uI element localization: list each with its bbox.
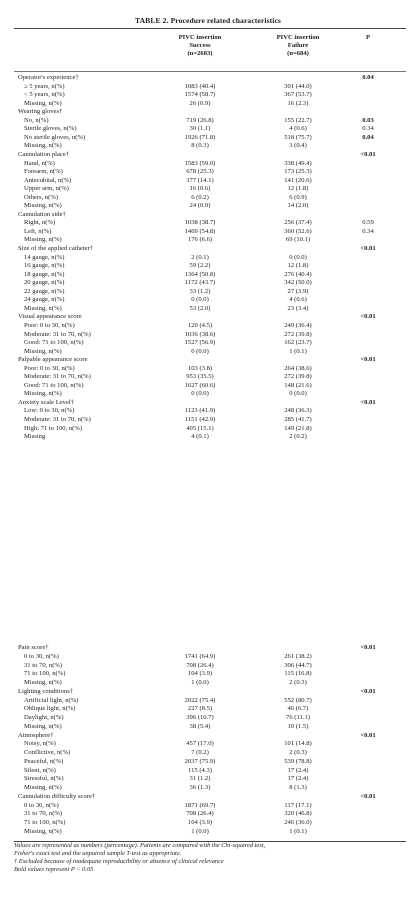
table-row [14, 758, 406, 767]
success-value: 33 (1.2) [189, 287, 211, 295]
row-label: Pain score† [18, 644, 49, 651]
row-label: Visual appearance score [18, 313, 82, 321]
failure-value: 12 (1.8) [287, 185, 309, 193]
footnote-3: † Excluded because of inadequate reproducibility or absence of clinical relevance [14, 858, 224, 865]
row-label: Daylight, n(%) [24, 714, 64, 721]
success-value: 53 (2.0) [189, 304, 211, 312]
row-label: Moderate: 31 to 70, n(%) [24, 373, 91, 381]
row-label: Missing, n(%) [24, 390, 62, 398]
table-row [14, 134, 406, 143]
table-row [14, 688, 406, 697]
p-value: <0.01 [360, 150, 376, 158]
table-row [14, 83, 406, 92]
table-row [14, 228, 406, 237]
p-value: <0.01 [360, 356, 376, 364]
table-row [14, 740, 406, 749]
failure-value: 342 (50.0) [284, 279, 312, 287]
success-value: 0 (0.0) [191, 347, 209, 355]
failure-value: 552 (80.7) [284, 696, 312, 704]
success-value: 16 (0.6) [189, 185, 211, 193]
failure-value: 306 (44.7) [284, 661, 312, 669]
table-row [14, 100, 406, 109]
row-label: Anxiety scale Level† [18, 398, 75, 406]
row-label: Wearing gloves† [18, 108, 63, 116]
table-row [14, 670, 406, 679]
failure-value: 264 (38.6) [284, 364, 312, 372]
failure-value: 69 (10.1) [285, 236, 311, 244]
p-value: <0.01 [360, 792, 376, 800]
table-row [14, 168, 406, 177]
p-value: <0.01 [360, 731, 376, 739]
table-row [14, 339, 406, 348]
success-value: 6 (0.2) [191, 193, 209, 201]
row-label: 20 gauge, n(%) [24, 279, 65, 287]
p-value: 0.04 [362, 74, 374, 81]
table-row [14, 74, 406, 83]
failure-value: 338 (49.4) [284, 159, 312, 167]
success-value: 1 (0.0) [191, 827, 209, 835]
row-label: Missing, n(%) [24, 347, 62, 355]
header-failure-line3: (n=684) [287, 50, 309, 57]
row-label: Palpable appearance score [18, 356, 88, 364]
p-value: 0.34 [362, 227, 374, 235]
row-label: Artificial light, n(%) [24, 696, 79, 704]
row-label: Conflictive, n(%) [24, 749, 71, 756]
success-value: 405 (15.1) [186, 424, 214, 432]
row-label: Moderate: 31 to 70, n(%) [24, 416, 91, 423]
success-value: 36 (1.3) [189, 784, 211, 791]
success-value: 1741 (64.9) [184, 652, 216, 660]
table-row [14, 348, 406, 357]
failure-value: 23 (3.4) [287, 304, 309, 312]
table-row [14, 245, 406, 254]
table-row [14, 331, 406, 340]
row-label: Missing, n(%) [24, 99, 62, 107]
row-label: Good: 71 to 100, n(%) [24, 339, 84, 347]
table-row [14, 802, 406, 811]
table-row [14, 356, 406, 365]
table-row [14, 723, 406, 732]
failure-value: 276 (40.4) [284, 270, 312, 278]
p-value: 0.34 [362, 125, 374, 133]
failure-value: 272 (39.8) [284, 373, 312, 381]
success-value: 1574 (58.7) [184, 91, 216, 99]
success-value: 1036 (38.6) [184, 330, 216, 338]
failure-value: 155 (22.7) [284, 116, 312, 124]
failure-value: 162 (23.7) [284, 339, 312, 347]
row-label: 18 gauge, n(%) [24, 270, 65, 278]
failure-value: 246 (36.0) [284, 819, 312, 826]
header-p: P [365, 34, 371, 41]
table-row [14, 194, 406, 203]
failure-value: 17 (2.4) [287, 775, 309, 783]
failure-value: 8 (1.3) [289, 784, 307, 791]
row-label: Missing, n(%) [24, 827, 62, 835]
p-value: <0.01 [360, 245, 376, 252]
table-row [14, 810, 406, 819]
header-success-line2: Success [189, 42, 211, 49]
row-label: 22 gauge, n(%) [24, 287, 65, 295]
success-value: 1469 (54.8) [184, 227, 216, 235]
row-label: Sterile gloves, n(%) [24, 125, 77, 133]
table-row [14, 382, 406, 391]
success-value: 4 (0.1) [191, 433, 209, 441]
row-label: 24 gauge, n(%) [24, 296, 65, 304]
table-row [14, 644, 406, 653]
table-row [14, 202, 406, 211]
success-value: 31 (1.2) [189, 775, 211, 783]
table-row [14, 279, 406, 288]
table-row [14, 91, 406, 100]
top-rule [14, 28, 406, 29]
table-row [14, 177, 406, 186]
row-label: 14 gauge, n(%) [24, 253, 65, 261]
failure-value: 148 (21.6) [284, 381, 312, 389]
success-value: 120 (4.5) [187, 321, 213, 329]
failure-value: 2 (0.2) [289, 433, 307, 441]
row-label: Missing, n(%) [24, 236, 62, 244]
failure-value: 272 (39.8) [284, 330, 312, 338]
success-value: 1583 (59.0) [184, 159, 216, 167]
failure-value: 301 (44.0) [284, 82, 312, 90]
failure-value: 117 (17.1) [284, 801, 312, 809]
table-row [14, 828, 406, 837]
p-value: <0.01 [360, 644, 376, 651]
success-value: 377 (14.1) [186, 176, 214, 184]
failure-value: 12 (1.8) [287, 262, 309, 270]
row-label: < 5 years, n(%) [24, 91, 65, 99]
row-label: 31 to 70, n(%) [24, 661, 63, 669]
failure-value: 367 (53.7) [284, 91, 312, 99]
footnote-4: Bold values represent P < 0.05 [14, 866, 94, 873]
footnote-1: Values are represented as numbers (percentage). Patients are compared with the Chi-squared test, [14, 842, 266, 849]
failure-value: 4 (0.6) [289, 125, 307, 133]
success-value: 0 (0.0) [191, 296, 209, 304]
row-label: Cannulation difficulty score† [18, 792, 96, 800]
failure-value: 27 (3.9) [287, 287, 309, 295]
failure-value: 285 (41.7) [284, 416, 312, 423]
table-row [14, 407, 406, 416]
table-row [14, 117, 406, 126]
success-value: 104 (3.9) [187, 670, 213, 678]
header-success [170, 34, 230, 58]
success-value: 227 (8.5) [187, 705, 213, 713]
success-value: 2037 (75.9) [184, 757, 216, 765]
failure-value: 256 (37.4) [284, 219, 312, 227]
row-label: Silent, n(%) [24, 766, 56, 774]
header-rule [14, 71, 406, 72]
row-label: Others, n(%) [24, 193, 59, 201]
table-title: TABLE 2. Procedure related characteristics [135, 16, 281, 25]
success-value: 708 (26.4) [186, 661, 214, 669]
p-value: 0.04 [362, 133, 374, 141]
header-failure [268, 34, 328, 58]
table-row [14, 767, 406, 776]
success-value: 1527 (56.9) [184, 339, 216, 347]
success-value: 1123 (41.9) [184, 407, 216, 415]
p-value: 0.03 [362, 116, 374, 124]
failure-value: 101 (14.8) [284, 740, 312, 748]
failure-value: 320 (46.8) [284, 810, 312, 818]
table-row [14, 185, 406, 194]
row-label: Stressful, n(%) [24, 775, 64, 783]
success-value: 457 (17.0) [186, 740, 214, 748]
failure-value: 0 (0.0) [289, 390, 307, 398]
success-value: 30 (1.1) [189, 125, 211, 133]
success-value: 1 (0.0) [191, 679, 209, 686]
success-value: 104 (3.9) [187, 819, 213, 826]
table-row [14, 373, 406, 382]
failure-value: 248 (36.3) [284, 407, 312, 415]
table-row [14, 236, 406, 245]
row-label: Missing, n(%) [24, 784, 62, 791]
failure-value: 360 (52.6) [284, 227, 312, 235]
failure-value: 4 (0.6) [289, 296, 307, 304]
row-label: Missing, n(%) [24, 142, 62, 150]
row-label: Forearm, n(%) [24, 168, 63, 176]
header-success-line3: (n=2683) [187, 50, 213, 57]
failure-value: 76 (11.1) [286, 714, 310, 721]
success-value: 719 (26.8) [186, 116, 214, 124]
success-value: 1172 (43.7) [184, 279, 216, 287]
row-label: Upper arm, n(%) [24, 185, 69, 193]
table-row [14, 313, 406, 322]
table-row [14, 425, 406, 434]
failure-value: 261 (38.2) [284, 652, 312, 660]
success-value: 24 (0.9) [189, 202, 211, 210]
table-row [14, 775, 406, 784]
table-row [14, 305, 406, 314]
table-row [14, 784, 406, 793]
table-row [14, 714, 406, 723]
table-row [14, 679, 406, 688]
table-row [14, 819, 406, 828]
p-value: <0.01 [360, 398, 376, 406]
success-value: 396 (10.7) [186, 714, 214, 721]
failure-value: 539 (78.8) [284, 757, 312, 765]
table-row [14, 749, 406, 758]
failure-value: 2 (0.3) [289, 679, 307, 686]
failure-value: 173 (25.3) [284, 168, 312, 176]
success-value: 115 (4.3) [188, 766, 212, 774]
failure-value: 0 (0.0) [289, 253, 307, 261]
failure-value: 16 (2.3) [287, 99, 309, 107]
row-label: Missing, n(%) [24, 679, 62, 686]
row-label: Oblique light, n(%) [24, 705, 76, 713]
success-value: 176 (6.6) [187, 236, 213, 244]
table-row [14, 322, 406, 331]
success-value: 1083 (40.4) [184, 82, 216, 90]
table-row [14, 732, 406, 741]
row-label: 16 gauge, n(%) [24, 262, 65, 270]
success-value: 2022 (75.4) [184, 696, 216, 704]
success-value: 1871 (69.7) [184, 801, 216, 809]
table-row [14, 399, 406, 408]
p-value: <0.01 [360, 313, 376, 321]
success-value: 38 (5.4) [189, 722, 211, 730]
row-label: No, n(%) [24, 116, 49, 124]
row-label: Atmosphere† [18, 731, 54, 739]
row-label: Moderate: 31 to 70, n(%) [24, 330, 91, 338]
table-row [14, 288, 406, 297]
row-label: Poor: 0 to 30, n(%) [24, 364, 75, 372]
success-value: 26 (0.9) [189, 99, 211, 107]
table-row [14, 697, 406, 706]
row-label: Low: 0 to 30, n(%) [24, 407, 75, 415]
failure-value: 518 (75.7) [284, 133, 312, 141]
table-row [14, 262, 406, 271]
row-label: Missing, n(%) [24, 202, 62, 210]
row-label: Size of the applied catheter† [18, 245, 94, 252]
table-row [14, 365, 406, 374]
row-label: 71 to 100, n(%) [24, 819, 66, 826]
failure-value: 10 (1.5) [287, 722, 309, 730]
table-row [14, 662, 406, 671]
success-value: 7 (0.2) [191, 749, 209, 756]
row-label: 71 to 100, n(%) [24, 670, 66, 678]
row-label: 0 to 30, n(%) [24, 652, 59, 660]
table-row [14, 254, 406, 263]
failure-value: 141 (20.6) [284, 176, 312, 184]
table-row [14, 219, 406, 228]
failure-value: 115 (16.8) [284, 670, 312, 678]
row-label: Peaceful, n(%) [24, 757, 64, 765]
header-failure-line2: Failure [287, 42, 309, 49]
success-value: 2 (0.1) [191, 253, 209, 261]
row-label: Cannulation side† [18, 210, 66, 218]
failure-value: 14 (2.0) [287, 202, 309, 210]
row-label: Left, n(%) [24, 227, 52, 235]
table-row [14, 653, 406, 662]
failure-value: 3 (0.4) [289, 142, 307, 150]
success-value: 953 (35.5) [186, 373, 214, 381]
row-label: Lighting conditions† [18, 687, 74, 695]
success-value: 678 (25.3) [186, 168, 214, 176]
success-value: 1364 (50.8) [184, 270, 216, 278]
failure-value: 17 (2.4) [287, 766, 309, 774]
p-value: 0.59 [362, 219, 374, 227]
success-value: 0 (0.0) [191, 390, 209, 398]
failure-value: 2 (0.3) [289, 749, 307, 756]
success-value: 1038 (38.7) [184, 219, 216, 227]
row-label: 31 to 70, n(%) [24, 810, 63, 818]
success-value: 1151 (42.9) [184, 416, 216, 423]
row-label: Poor: 0 to 30, n(%) [24, 321, 75, 329]
row-label: Good: 71 to 100, n(%) [24, 381, 84, 389]
footnote-2: Fisher's exact test and the unpaired sample T-test as appropriate. [14, 850, 182, 857]
table-row [14, 296, 406, 305]
row-label: High: 71 to 100, n(%) [24, 424, 83, 432]
header-failure-line1: PIVC insertion [276, 34, 320, 41]
table-row [14, 151, 406, 160]
row-label: Right, n(%) [24, 219, 56, 227]
failure-value: 1 (0.1) [289, 347, 307, 355]
table-row [14, 211, 406, 220]
success-value: 59 (2.2) [189, 262, 211, 270]
success-value: 1926 (71.8) [184, 133, 216, 141]
row-label: Missing [24, 433, 46, 441]
table-row [14, 433, 406, 442]
table-row [14, 416, 406, 425]
success-value: 1627 (60.6) [184, 381, 216, 389]
table-row [14, 160, 406, 169]
row-label: Operator's experience† [18, 74, 79, 81]
failure-value: 249 (36.4) [284, 321, 312, 329]
failure-value: 149 (21.8) [284, 424, 312, 432]
failure-value: 1 (0.1) [289, 827, 307, 835]
header-success-line1: PIVC insertion [178, 34, 222, 41]
row-label: Missing, n(%) [24, 722, 62, 730]
row-label: ≥ 5 years, n(%) [24, 82, 65, 90]
row-label: No sterile gloves, n(%) [24, 133, 86, 141]
row-label: Missing, n(%) [24, 304, 62, 312]
table-footnotes [14, 842, 406, 874]
success-value: 8 (0.3) [191, 142, 209, 150]
p-value: <0.01 [360, 687, 376, 695]
row-label: Noisy, n(%) [24, 740, 56, 748]
table-row [14, 108, 406, 117]
table-row [14, 142, 406, 151]
table-row [14, 125, 406, 134]
row-label: Hand, n(%) [24, 159, 55, 167]
failure-value: 46 (6.7) [287, 705, 309, 713]
table-row [14, 271, 406, 280]
row-label: Antecubital, n(%) [24, 176, 72, 184]
row-label: 0 to 30, n(%) [24, 801, 59, 809]
table-row [14, 793, 406, 802]
table-row [14, 390, 406, 399]
success-value: 103 (3.8) [187, 364, 213, 372]
table-row [14, 705, 406, 714]
failure-value: 6 (0.9) [289, 193, 307, 201]
row-label: Cannulation place† [18, 150, 70, 158]
success-value: 708 (26.4) [186, 810, 214, 818]
